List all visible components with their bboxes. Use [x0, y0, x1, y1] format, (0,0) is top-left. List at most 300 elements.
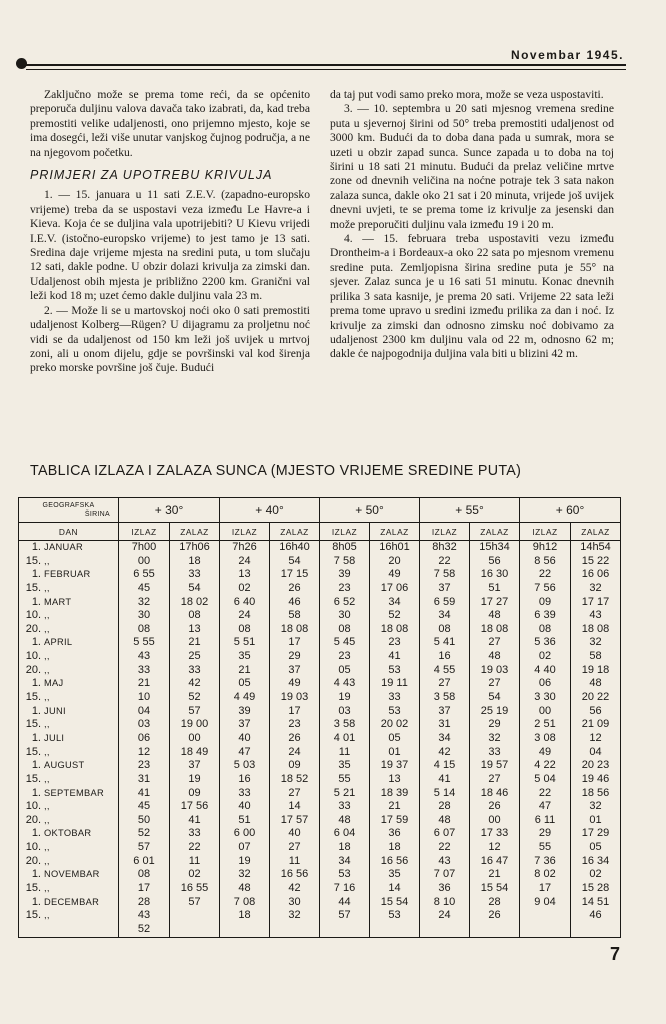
time-cell: 18 08 — [581, 622, 610, 635]
month-name: ,, — [44, 855, 50, 866]
day-row — [19, 759, 118, 773]
time-cell: 18 — [238, 909, 251, 922]
sunrise-header: IZLAZ — [119, 523, 170, 541]
time-cell: 03 — [338, 704, 351, 717]
time-cell: 19 — [338, 691, 351, 704]
day-row — [19, 664, 118, 678]
header-rule-thin — [26, 69, 626, 70]
sunset-column — [170, 541, 220, 938]
time-cell: 57 — [188, 895, 201, 908]
time-cell: 22 — [538, 568, 552, 581]
time-cell: 27 — [488, 772, 501, 785]
day-number: 10. — [25, 800, 41, 813]
day-number: 20. — [25, 854, 41, 867]
month-name: ,, — [44, 883, 50, 894]
sunset-column — [370, 541, 420, 938]
day-number: 15. — [25, 909, 41, 922]
time-cell: 17 33 — [480, 827, 509, 840]
time-cell: 41 — [188, 813, 201, 826]
time-cell: 7 36 — [534, 854, 556, 867]
time-cell: 51 — [238, 813, 251, 826]
time-cell: 52 — [188, 691, 201, 704]
time-cell: 6 59 — [433, 595, 456, 608]
sunrise-column — [320, 541, 370, 938]
time-cell: 7 58 — [433, 568, 456, 581]
time-cell: 41 — [388, 650, 401, 663]
time-cell: 4 01 — [333, 731, 356, 744]
time-cell: 24 — [238, 554, 251, 567]
time-cell: 20 02 — [380, 718, 409, 731]
time-cell: 5 51 — [233, 636, 256, 649]
time-cell: 16 56 — [380, 854, 409, 867]
time-cell: 5 03 — [233, 759, 256, 772]
day-number: 1. — [31, 895, 41, 908]
time-cell: 02 — [538, 650, 552, 663]
time-cell: 43 — [137, 909, 151, 922]
time-cell: 08 — [137, 868, 151, 881]
time-cell: 53 — [388, 704, 401, 717]
time-cell: 48 — [238, 882, 251, 895]
time-cell: 08 — [137, 622, 151, 635]
day-row — [19, 896, 118, 910]
time-cell: 32 — [488, 731, 501, 744]
day-row — [19, 609, 118, 623]
time-cell: 20 22 — [581, 691, 610, 704]
time-cell: 58 — [589, 650, 602, 663]
time-cell: 22 — [538, 786, 552, 799]
issue-date: Novembar 1945. — [505, 48, 624, 62]
month-name: MART — [44, 596, 72, 607]
time-cell: 12 — [137, 745, 151, 758]
time-cell: 42 — [188, 677, 201, 690]
time-cell: 4 49 — [233, 691, 256, 704]
time-cell: 14h54 — [580, 541, 611, 553]
time-cell: 29 — [488, 718, 501, 731]
day-column — [19, 541, 119, 938]
time-cell: 9 04 — [534, 895, 556, 908]
sunset-header: ZALAZ — [571, 523, 621, 541]
day-number: 1. — [31, 704, 41, 717]
time-cell: 41 — [438, 772, 451, 785]
month-name: JANUAR — [44, 542, 83, 552]
time-cell: 37 — [188, 759, 201, 772]
day-row — [19, 909, 118, 923]
time-cell: 09 — [188, 786, 201, 799]
time-cell: 02 — [589, 868, 602, 881]
time-cell: 53 — [388, 663, 401, 676]
time-cell: 6 39 — [534, 609, 556, 622]
time-cell: 3 30 — [534, 691, 556, 704]
time-cell: 17 — [137, 882, 151, 895]
time-cell: 18 39 — [380, 786, 409, 799]
time-cell: 41 — [137, 786, 151, 799]
day-row — [19, 882, 118, 896]
time-cell: 57 — [188, 704, 201, 717]
sunrise-sunset-table — [18, 497, 621, 938]
time-cell: 19 — [188, 772, 201, 785]
time-cell: 17 56 — [180, 800, 209, 813]
time-cell: 09 — [538, 595, 552, 608]
time-cell: 14 — [388, 882, 401, 895]
day-row — [19, 718, 118, 732]
day-row — [19, 732, 118, 746]
day-number: 15. — [25, 772, 41, 785]
time-cell: 28 — [488, 895, 501, 908]
time-cell: 17 59 — [380, 813, 409, 826]
month-name: JUNI — [44, 705, 66, 716]
time-cell: 31 — [438, 718, 451, 731]
time-cell: 24 — [438, 909, 451, 922]
time-cell: 16 30 — [480, 568, 509, 581]
month-name: SEPTEMBAR — [44, 787, 105, 798]
paragraph: 2. — Može li se u martovskoj noći oko 0 sati premostiti udaljenost Kolberg—Rügen? U dijagramu za proljetnu noć vidi se da udaljenost od 150 km leži još uvijek u mrtvoj zoni, ali u onom dijelu, gdje se površinski val kod širenja preko morske površine još čuje. Budući — [30, 303, 310, 375]
time-cell: 34 — [438, 731, 451, 744]
time-cell: 12 — [589, 731, 602, 744]
month-name: ,, — [44, 801, 50, 812]
day-number: 15. — [25, 554, 41, 567]
day-row — [19, 705, 118, 719]
time-cell: 6 11 — [534, 813, 556, 826]
time-cell: 37 — [438, 581, 451, 594]
time-cell: 13 — [238, 568, 251, 581]
time-cell: 39 — [238, 704, 251, 717]
sunrise-column — [420, 541, 470, 938]
time-cell: 06 — [538, 677, 552, 690]
time-cell: 52 — [137, 827, 151, 840]
time-cell: 6 40 — [233, 595, 256, 608]
day-header: DAN — [19, 523, 119, 541]
paragraph: 4. — 15. februara treba uspostaviti vezu između Drontheim-a i Bordeaux-a oko 22 sata po mjesnom vremenu sredine puta. Zemljopisna širina sredine puta je 55° na sjever. Zalaz sunca je u 16 sati 51 minutu. Konac dnevnih prilika 3 sata kasnije, je prema 20 sati. Vrijeme 22 sata leži prema tome upravo u sredini između prilika za dan i noć. Iz krivulje za zimski dan odnosno zimsku noć dobivamo za udaljenost 2300 km duljinu vala od 22 m, odnosno 62 m; dakle će najpogodnija duljina vala biti u blizini 42 m. — [330, 232, 614, 361]
time-cell: 44 — [338, 895, 351, 908]
time-cell: 57 — [338, 909, 351, 922]
time-cell: 13 — [188, 622, 201, 635]
time-cell: 18 — [388, 841, 401, 854]
day-number: 10. — [25, 650, 41, 663]
time-cell: 42 — [288, 882, 301, 895]
time-cell: 21 — [188, 636, 201, 649]
time-cell: 37 — [438, 704, 451, 717]
day-row — [19, 800, 118, 814]
page-number: 7 — [609, 944, 620, 964]
day-number: 1. — [31, 868, 41, 881]
time-cell: 21 09 — [581, 718, 610, 731]
latitude-header: + 30° — [119, 498, 220, 523]
day-row — [19, 855, 118, 869]
time-cell: 28 — [137, 895, 151, 908]
time-cell: 53 — [388, 909, 401, 922]
day-number: 1. — [31, 827, 41, 840]
time-cell: 17 17 — [581, 595, 610, 608]
day-number: 1. — [31, 568, 41, 581]
time-cell: 5 41 — [433, 636, 456, 649]
time-cell: 27 — [438, 677, 451, 690]
time-cell: 46 — [288, 595, 301, 608]
time-cell: 06 — [137, 731, 151, 744]
time-cell: 18 46 — [480, 786, 509, 799]
day-number: 10. — [25, 609, 41, 622]
time-cell: 8 10 — [433, 895, 456, 908]
sunrise-header: IZLAZ — [220, 523, 270, 541]
time-cell: 21 — [137, 677, 151, 690]
month-name: AUGUST — [44, 760, 85, 771]
time-cell: 16 — [238, 772, 251, 785]
month-name: ,, — [44, 719, 50, 730]
time-cell: 14 — [288, 800, 301, 813]
time-cell: 18 08 — [480, 622, 509, 635]
time-cell: 11 — [338, 745, 351, 758]
time-cell: 08 — [238, 622, 251, 635]
time-cell: 3 08 — [534, 731, 556, 744]
day-row — [19, 623, 118, 637]
sunrise-column — [520, 541, 571, 938]
sunrise-header: IZLAZ — [520, 523, 571, 541]
paragraph: da taj put vodi samo preko mora, može se veza uspostaviti. — [330, 88, 604, 101]
time-cell: 26 — [488, 909, 501, 922]
time-cell: 7 07 — [433, 868, 456, 881]
table-title: TABLICA IZLAZA I ZALAZA SUNCA (MJESTO VRIJEME SREDINE PUTA) — [30, 463, 522, 479]
month-name: APRIL — [44, 637, 73, 648]
time-cell: 54 — [488, 691, 501, 704]
time-cell: 08 — [438, 622, 451, 635]
time-cell: 43 — [438, 854, 451, 867]
time-cell: 18 — [188, 554, 201, 567]
time-cell: 56 — [488, 554, 501, 567]
month-name: DECEMBAR — [44, 896, 100, 907]
time-cell: 27 — [488, 636, 501, 649]
time-cell: 3 58 — [333, 718, 356, 731]
time-cell: 6 00 — [233, 827, 256, 840]
month-name: ,, — [44, 664, 50, 675]
sunset-header: ZALAZ — [370, 523, 420, 541]
month-name: JULI — [44, 732, 65, 743]
time-cell: 36 — [388, 827, 401, 840]
time-cell: 37 — [288, 663, 301, 676]
time-cell: 19 46 — [581, 772, 610, 785]
time-cell: 19 37 — [380, 759, 409, 772]
sunrise-header: IZLAZ — [420, 523, 470, 541]
paragraph: 1. — 15. januara u 11 sati Z.E.V. (zapadno-europsko vrijeme) treba da se uspostavi veza između Le Havre-a i Kieva. Koja će se duljina vala upotrijebiti? U Kievu vrijedi I.E.V. (istočno-europsko vrijeme) to jest tamo je 13 sati. Sredina daje vrijeme mjesta na sredini puta, u tom slučaju 12 sati, dakle podne. U obzir dolazi krivulja za zimski dan. Udaljenost obih mjesta je približno 2200 km. Granični val leži kod 18 m; uzet ćemo dakle duljinu vala 23 m. — [30, 188, 310, 303]
time-cell: 6 07 — [433, 827, 456, 840]
day-row — [19, 541, 118, 555]
time-cell: 18 08 — [380, 622, 409, 635]
time-cell: 5 21 — [333, 786, 356, 799]
day-row — [19, 746, 118, 760]
time-cell: 48 — [438, 813, 451, 826]
day-number: 15. — [25, 745, 41, 758]
time-cell: 5 55 — [133, 636, 155, 649]
sunset-header: ZALAZ — [170, 523, 220, 541]
time-cell: 17 27 — [480, 595, 509, 608]
time-cell: 27 — [488, 677, 501, 690]
time-cell: 58 — [288, 609, 301, 622]
time-cell: 00 — [188, 731, 201, 744]
time-cell: 17 — [538, 882, 552, 895]
time-cell: 5 36 — [534, 636, 556, 649]
time-cell: 2 51 — [534, 718, 556, 731]
latitude-label: ŠIRINA — [84, 511, 110, 518]
time-cell: 35 — [388, 868, 401, 881]
time-cell: 8 02 — [534, 868, 556, 881]
time-cell: 48 — [488, 650, 501, 663]
day-row — [19, 827, 118, 841]
time-cell: 13 — [388, 772, 401, 785]
time-cell: 19 03 — [480, 663, 509, 676]
time-cell: 04 — [137, 704, 151, 717]
latitude-header: + 55° — [420, 498, 520, 523]
day-row — [19, 568, 118, 582]
time-cell: 17h06 — [179, 541, 210, 553]
time-cell: 20 — [388, 554, 401, 567]
day-number: 1. — [31, 677, 41, 690]
time-cell: 05 — [388, 731, 401, 744]
time-cell: 19 18 — [581, 663, 610, 676]
month-name: ,, — [44, 555, 50, 566]
time-cell: 34 — [338, 854, 351, 867]
time-cell: 37 — [238, 718, 251, 731]
day-number: 15. — [25, 691, 41, 704]
time-cell: 00 — [538, 704, 552, 717]
right-column — [330, 88, 614, 362]
day-row — [19, 773, 118, 787]
sunrise-column — [220, 541, 270, 938]
day-number: 1. — [31, 759, 41, 772]
time-cell: 4 40 — [534, 663, 556, 676]
time-cell: 34 — [438, 609, 451, 622]
day-number: 15. — [25, 882, 41, 895]
latitude-header: + 40° — [220, 498, 320, 523]
time-cell: 32 — [288, 909, 301, 922]
day-number: 10. — [25, 841, 41, 854]
month-name: FEBRUAR — [44, 569, 91, 580]
time-cell: 47 — [238, 745, 251, 758]
time-cell: 45 — [137, 581, 151, 594]
time-cell: 25 — [188, 650, 201, 663]
time-cell: 55 — [538, 841, 552, 854]
day-number: 15. — [25, 718, 41, 731]
time-cell: 30 — [137, 609, 151, 622]
sunset-header: ZALAZ — [470, 523, 520, 541]
time-cell: 7h26 — [232, 541, 257, 553]
time-cell: 4 55 — [433, 663, 456, 676]
time-cell: 8h32 — [432, 541, 457, 553]
header-rule — [26, 64, 626, 66]
day-row — [19, 814, 118, 828]
sunset-column — [571, 541, 621, 938]
time-cell: 9h12 — [532, 541, 558, 553]
time-cell: 15h34 — [479, 541, 510, 553]
time-cell: 17 29 — [581, 827, 610, 840]
time-cell: 17 — [288, 636, 301, 649]
day-row — [19, 582, 118, 596]
time-cell: 6 01 — [133, 854, 155, 867]
time-cell: 3 58 — [433, 691, 456, 704]
time-cell: 18 49 — [180, 745, 209, 758]
time-cell: 43 — [589, 609, 602, 622]
time-cell: 19 00 — [180, 718, 209, 731]
time-cell: 23 — [338, 581, 351, 594]
day-row — [19, 555, 118, 569]
month-name: ,, — [44, 773, 50, 784]
time-cell: 28 — [438, 800, 451, 813]
day-number: 1. — [31, 595, 41, 608]
day-row — [19, 636, 118, 650]
time-cell: 17 — [288, 704, 301, 717]
sunset-column — [270, 541, 320, 938]
time-cell: 05 — [589, 841, 602, 854]
time-cell: 51 — [488, 581, 501, 594]
time-cell: 16 — [438, 650, 451, 663]
time-cell: 05 — [338, 663, 351, 676]
time-cell: 00 — [488, 813, 501, 826]
time-cell: 4 15 — [433, 759, 456, 772]
time-cell: 55 — [338, 772, 351, 785]
time-cell: 54 — [188, 581, 201, 594]
time-cell: 36 — [438, 882, 451, 895]
time-cell: 22 — [188, 841, 201, 854]
geo-label: GEOGRAFSKA — [42, 502, 95, 509]
month-name: ,, — [44, 842, 50, 853]
month-name: NOVEMBAR — [44, 869, 100, 880]
day-number: 1. — [31, 636, 41, 649]
time-cell: 08 — [188, 609, 201, 622]
day-number: 1. — [31, 541, 41, 553]
time-cell: 32 — [238, 868, 251, 881]
time-cell: 21 — [388, 800, 401, 813]
day-row — [19, 650, 118, 664]
month-name: OKTOBAR — [44, 828, 92, 839]
paragraph: Zaključno može se prema tome reći, da se općenito preporuča duljinu valova davača tako izabrati, da, kad treba premostiti velike udaljenosti, ono prijemno mjesto, koje se ima dosegći, leži više unutar vanjskog čujnog područja, a ne na njegovom početku. — [30, 88, 310, 159]
time-cell: 54 — [288, 554, 301, 567]
time-cell: 35 — [338, 759, 351, 772]
time-cell: 08 — [338, 622, 351, 635]
time-cell: 07 — [238, 841, 251, 854]
latitude-header: + 60° — [520, 498, 621, 523]
time-cell: 5 45 — [333, 636, 356, 649]
time-cell: 48 — [338, 813, 351, 826]
time-cell: 27 — [288, 786, 301, 799]
time-cell: 11 — [188, 854, 201, 867]
time-cell: 02 — [238, 581, 251, 594]
time-cell: 23 — [388, 636, 401, 649]
time-cell: 56 — [589, 704, 602, 717]
time-cell: 12 — [488, 841, 501, 854]
page-header — [16, 50, 626, 74]
time-cell: 18 — [338, 841, 351, 854]
time-cell: 26 — [288, 581, 301, 594]
paragraph: 3. — 10. septembra u 20 sati mjesnog vremena sredine puta u sjevernoj širini od 50° treba premostiti udaljenost od 3000 km. Budući da to doba dana pada u sumrak, mora se uzeti u obzir zapad sunca. Sunce zapada u to doba na toj širini u 18 sati 21 minutu. Budući da prelaz veličine mrtve zone od dnevnih veličina na noćne potraje tek 3 sata nakon zalaza sunca, dakle oko 21 sat i 20 minuta, vrijede još uvijek dnevni uvjeti, te se prema tome iz krivulje za jesenski dan može preporučiti duljinu vala između 19 i 20 m. — [330, 102, 614, 231]
day-row — [19, 691, 118, 705]
time-cell: 42 — [438, 745, 451, 758]
time-cell: 15 54 — [380, 895, 409, 908]
time-cell: 23 — [288, 718, 301, 731]
time-cell: 57 — [137, 841, 151, 854]
time-cell: 19 11 — [381, 677, 408, 690]
time-cell: 29 — [288, 650, 301, 663]
time-cell: 01 — [589, 813, 602, 826]
time-cell: 18 02 — [180, 595, 209, 608]
time-cell: 24 — [238, 609, 251, 622]
time-cell: 6 55 — [133, 568, 155, 581]
month-name: ,, — [44, 623, 50, 634]
sunrise-column — [119, 541, 170, 938]
time-cell: 17 15 — [280, 568, 309, 581]
month-name: ,, — [44, 651, 50, 662]
time-cell: 01 — [388, 745, 401, 758]
time-cell: 40 — [238, 800, 251, 813]
time-cell: 26 — [488, 800, 501, 813]
time-cell: 33 — [338, 800, 351, 813]
day-row — [19, 787, 118, 801]
